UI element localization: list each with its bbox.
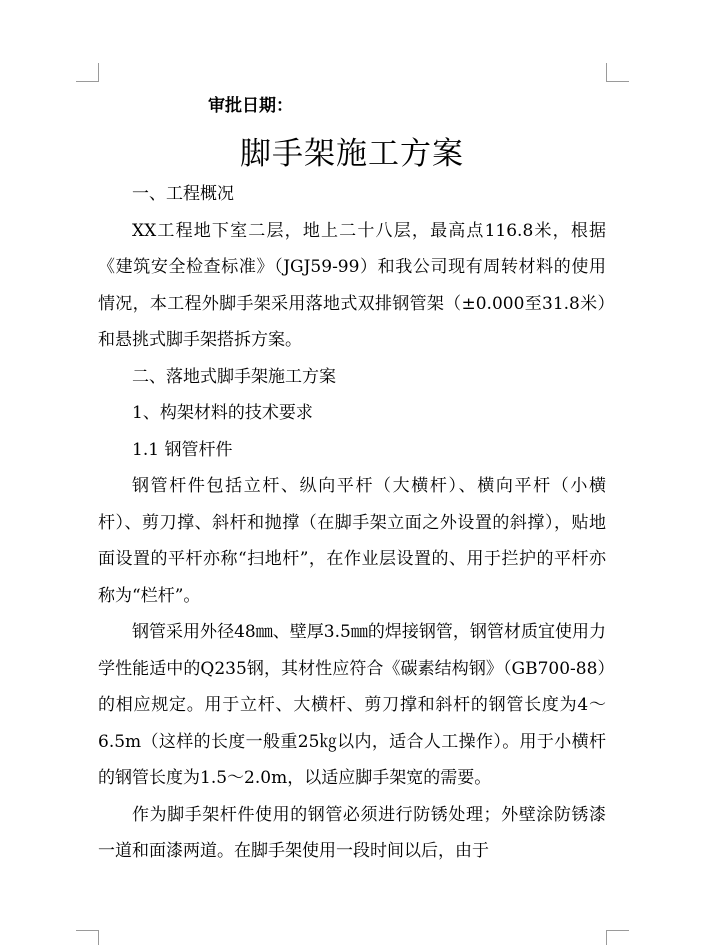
margin-corner-bottom-right (606, 930, 629, 945)
margin-corner-bottom-left (76, 930, 99, 945)
subsection-heading: 1、构架材料的技术要求 (132, 403, 313, 423)
margin-corner-top-left (76, 63, 99, 82)
body-text (98, 176, 606, 870)
document-title: 脚手架施工方案 (240, 136, 464, 172)
paragraph: 作为脚手架杆件使用的钢管必须进行防锈处理；外壁涂防锈漆一道和面漆两道。在脚手架使用一段时间以后，由于 (98, 804, 606, 861)
margin-corner-top-right (606, 63, 629, 82)
paragraph: 钢管杆件包括立杆、纵向平杆（大横杆）、横向平杆（小横杆）、剪刀撑、斜杆和抛撑（在脚手架立面之外设置的斜撑），贴地面设置的平杆亦称“扫地杆”，在作业层设置的、用于拦护的平杆亦称为“栏杆”。 (98, 476, 606, 606)
subsection-heading: 1.1 钢管杆件 (132, 439, 233, 460)
paragraph: XX工程地下室二层，地上二十八层，最高点116.8米，根据《建筑安全检查标准》（JGJ59-99）和我公司现有周转材料的使用情况，本工程外脚手架采用落地式双排钢管架（±0.000至31.8米）和悬挑式脚手架搭拆方案。 (98, 220, 606, 350)
section-heading: 一、工程概况 (132, 184, 234, 204)
section-heading: 二、落地式脚手架施工方案 (132, 366, 336, 387)
paragraph: 钢管采用外径48㎜、壁厚3.5㎜的焊接钢管，钢管材质宜使用力学性能适中的Q235钢，其材性应符合《碳素结构钢》（GB700-88）的相应规定。用于立杆、大横杆、剪刀撑和斜杆的钢管长度为4～6.5m（这样的长度一般重25㎏以内，适合人工操作）。用于小横杆的钢管长度为1.5～2.0m，以适应脚手架宽的需要。 (98, 622, 606, 788)
approval-date-label: 审批日期： (208, 96, 293, 116)
